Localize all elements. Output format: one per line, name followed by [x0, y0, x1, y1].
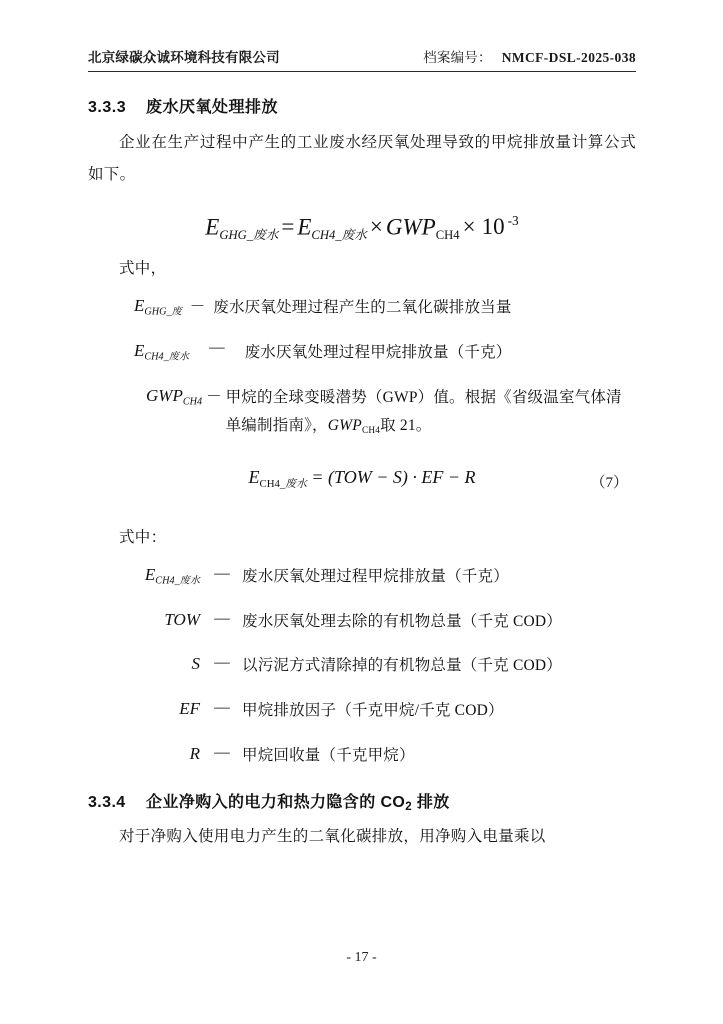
section-title-3-3-3: 废水厌氧处理排放: [146, 99, 279, 116]
section-heading-3-3-3: [88, 94, 636, 117]
page-header: [88, 46, 636, 66]
section-title-3-3-4-a: 企业净购入的电力和热力隐含的 CO: [146, 793, 406, 811]
header-divider: [88, 71, 636, 72]
variable-symbol-ech4-upper-main: E: [134, 340, 145, 360]
formula-equals: =: [281, 213, 295, 239]
page-footer: [0, 950, 723, 966]
variable-text-r: 甲烷回收量（千克甲烷）: [242, 746, 415, 764]
formula-rhs-subscript: [311, 227, 367, 241]
formula-legend-label-2: 式中：: [119, 528, 167, 546]
variable-text-gwp: [226, 384, 636, 441]
variable-text-ech4-upper: 废水厌氧处理过程甲烷排放量（千克）: [244, 343, 512, 361]
variable-symbol-gwp-sub: [183, 396, 202, 407]
variable-row-tow: [88, 610, 636, 635]
variable-dash-r: —: [214, 743, 230, 761]
formula-ech4-sub-num: 4: [274, 477, 280, 490]
section-title-3-3-4-b: 排放: [412, 793, 450, 811]
formula-gwp-sub-chem: CH: [435, 227, 454, 242]
formula-rhs-sub-chem: CH: [311, 227, 329, 242]
formula-rhs-sub-num: 4: [328, 227, 336, 242]
formula-ghg-wastewater: [88, 213, 636, 243]
header-company-name: 北京绿碳众诚环境科技有限公司: [88, 50, 280, 65]
variable-row-s: [88, 654, 636, 679]
paragraph-3-3-3: 企业在生产过程中产生的工业废水经厌氧处理导致的甲烷排放量计算公式如下。: [88, 134, 636, 183]
section-heading-3-3-4: [88, 789, 636, 813]
variable-symbol-eghg-main: E: [134, 296, 145, 316]
variable-text-ef: 甲烷排放因子（千克甲烷/千克 COD）: [242, 702, 504, 720]
variable-symbol-eghg-sub: GHG_废: [144, 306, 182, 318]
formula-exponent: -3: [507, 212, 519, 228]
variable-symbol-ech4-upper-sub: [144, 352, 189, 363]
variable-list-lower: [88, 565, 636, 769]
header-code-label: 档案编号：: [423, 50, 492, 65]
formula-ech4-sub-tail: _废水: [279, 477, 307, 490]
variable-text-gwp-italic-sub: CH4: [361, 426, 381, 437]
variable-symbol-s: S: [191, 654, 200, 674]
equation-number-7: （7）: [590, 474, 628, 491]
variable-symbol-ech4-num: 4: [169, 575, 175, 587]
variable-symbol-ech4-upper-tail: _废水: [163, 351, 190, 363]
variable-symbol-r: R: [189, 743, 200, 763]
formula-legend-label-1: 式中，: [119, 260, 167, 278]
variable-dash-s: —: [214, 654, 230, 672]
variable-symbol-gwp-main: GWP: [146, 385, 183, 405]
section-title-3-3-4-sub: 2: [405, 800, 413, 813]
formula-lhs-symbol: E: [205, 213, 220, 239]
formula-gwp-subscript: [436, 227, 460, 241]
variable-symbol-ef: EF: [179, 699, 200, 719]
variable-symbol-gwp-num: 4: [196, 396, 203, 408]
formula-rhs-sub-tail: _废水: [335, 227, 367, 242]
variable-text-tow: 废水厌氧处理去除的有机物总量（千克 COD）: [242, 612, 563, 630]
variable-symbol-eghg: [134, 294, 182, 318]
variable-text-gwp-a: 甲烷的全球变暖潜势（GWP）值。根据《省级温室气体清单编制指南》，: [225, 388, 622, 435]
formula-gwp-symbol: GWP: [385, 213, 436, 239]
formula-times-2: ×: [462, 213, 476, 239]
variable-symbol-gwp: [146, 384, 202, 408]
variable-dash-tow: —: [214, 609, 230, 627]
variable-symbol-gwp-chem: CH: [182, 396, 197, 408]
formula-ech4-subscript: [260, 478, 307, 490]
variable-dash-ef: —: [214, 699, 230, 717]
variable-entry-ech4-upper: [88, 339, 636, 368]
variable-symbol-tow: TOW: [164, 609, 200, 629]
formula-row-ech4: [88, 467, 636, 491]
variable-symbol-ech4-upper: [134, 339, 189, 363]
variable-symbol-ech4-chem: CH: [155, 575, 170, 587]
variable-entry-eghg: [88, 294, 636, 323]
variable-text-eghg: 废水厌氧处理过程产生的二氧化碳排放当量: [213, 299, 512, 317]
header-code-value: NMCF-DSL-2025-038: [501, 50, 636, 65]
variable-text-gwp-italic-main: GWP: [327, 417, 362, 435]
variable-symbol-ech4: [88, 565, 202, 587]
formula-ten: 10: [481, 213, 505, 239]
formula-rhs-symbol: E: [297, 213, 312, 239]
variable-symbol-ech4-upper-num: 4: [158, 351, 164, 363]
variable-dash-eghg: －: [189, 298, 206, 316]
variable-dash-gwp: －: [206, 387, 222, 405]
formula-lhs-subscript: GHG_废水: [219, 227, 279, 242]
variable-symbol-ech4-tail: _废水: [174, 575, 200, 587]
variable-text-ech4: 废水厌氧处理过程甲烷排放量（千克）: [242, 567, 509, 585]
variable-row-r: [88, 744, 636, 769]
variable-dash-ech4-upper: —: [209, 338, 225, 356]
page-number: - 17 -: [346, 950, 377, 965]
formula-ech4-sub-chem: CH: [259, 477, 275, 490]
variable-symbol-ech4-main: E: [144, 564, 156, 584]
paragraph-3-3-4: 对于净购入使用电力产生的二氧化碳排放，用净购入电量乘以: [119, 827, 546, 845]
section-number-3-3-3: 3.3.3: [88, 99, 127, 116]
variable-entry-gwp: [88, 384, 636, 441]
variable-row-ech4: [88, 565, 636, 590]
variable-row-ef: [88, 699, 636, 724]
variable-symbol-ech4-upper-chem: CH: [144, 351, 159, 363]
header-archive-code: [423, 46, 636, 66]
formula-ech4-body: = (TOW − S) · EF − R: [311, 466, 476, 487]
variable-text-s: 以污泥方式清除掉的有机物总量（千克 COD）: [242, 657, 563, 675]
variable-text-gwp-b: 取 21。: [380, 417, 432, 435]
formula-gwp-sub-num: 4: [453, 227, 460, 242]
section-number-3-3-4: 3.3.4: [88, 793, 126, 811]
variable-dash-ech4: —: [214, 564, 230, 582]
variable-symbol-ech4-sub: [155, 575, 200, 586]
formula-times-1: ×: [369, 213, 383, 239]
formula-ech4-symbol: E: [248, 466, 260, 487]
formula-ech4: [248, 466, 476, 490]
document-body: [88, 88, 636, 856]
variable-text-gwp-italic: [327, 417, 381, 437]
